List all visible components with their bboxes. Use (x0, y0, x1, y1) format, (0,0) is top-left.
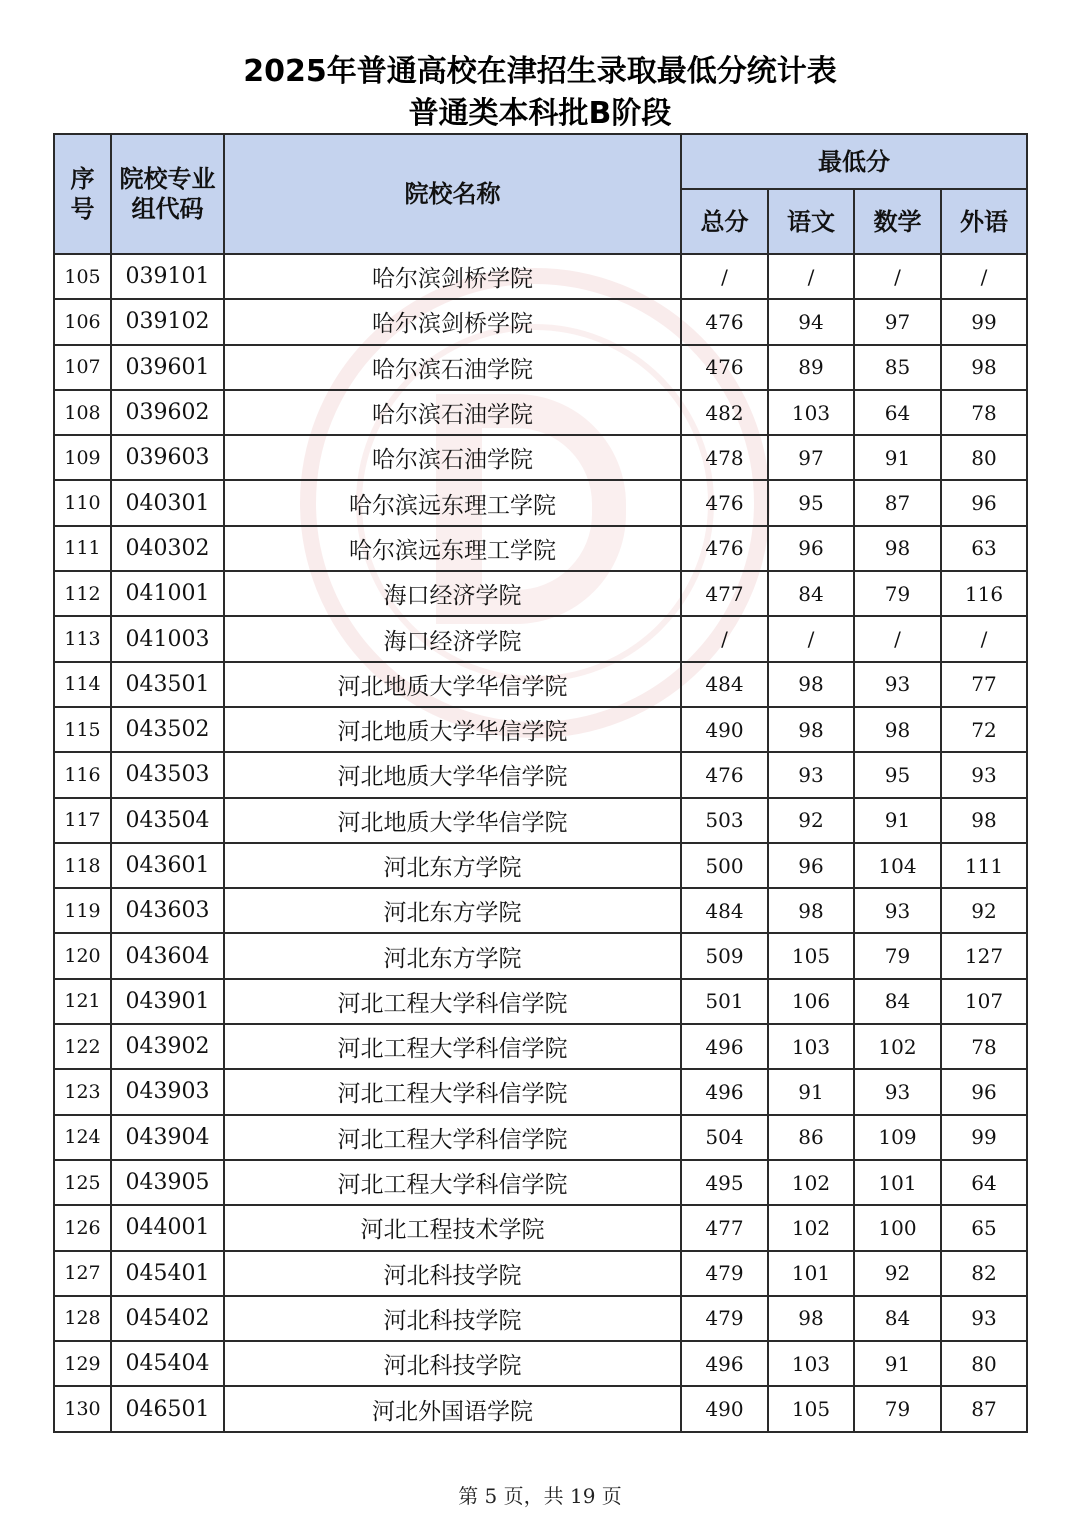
cell-chinese: 103 (768, 390, 854, 435)
cell-name: 河北科技学院 (224, 1296, 681, 1341)
cell-foreign: 63 (941, 526, 1027, 571)
cell-foreign: 99 (941, 299, 1027, 344)
cell-seq: 105 (54, 254, 111, 299)
cell-chinese: / (768, 254, 854, 299)
cell-code: 043604 (111, 933, 224, 978)
cell-total: 477 (681, 571, 768, 616)
cell-chinese: 98 (768, 888, 854, 933)
cell-code: 039602 (111, 390, 224, 435)
cell-code: 043601 (111, 843, 224, 888)
cell-code: 043502 (111, 707, 224, 752)
cell-foreign: 93 (941, 752, 1027, 797)
cell-seq: 125 (54, 1160, 111, 1205)
cell-name: 河北地质大学华信学院 (224, 707, 681, 752)
table-row (54, 843, 1027, 888)
cell-math: 84 (854, 979, 941, 1024)
table-row (54, 480, 1027, 525)
table-row (54, 707, 1027, 752)
cell-seq: 118 (54, 843, 111, 888)
page-footer: 第 5 页，共 19 页 (458, 1484, 622, 1508)
cell-chinese: 96 (768, 843, 854, 888)
cell-code: 043903 (111, 1069, 224, 1114)
cell-name: 河北东方学院 (224, 888, 681, 933)
cell-code: 039603 (111, 435, 224, 480)
cell-foreign: 80 (941, 1341, 1027, 1386)
cell-name: 河北工程大学科信学院 (224, 1024, 681, 1069)
cell-math: 64 (854, 390, 941, 435)
cell-total: 476 (681, 299, 768, 344)
cell-code: 040301 (111, 480, 224, 525)
cell-name: 河北地质大学华信学院 (224, 798, 681, 843)
cell-name: 海口经济学院 (224, 616, 681, 661)
table-row (54, 1069, 1027, 1114)
cell-seq: 121 (54, 979, 111, 1024)
cell-total: 477 (681, 1205, 768, 1250)
table-row (54, 435, 1027, 480)
cell-chinese: 91 (768, 1069, 854, 1114)
cell-total: 500 (681, 843, 768, 888)
cell-chinese: 101 (768, 1251, 854, 1296)
cell-total: / (681, 254, 768, 299)
cell-seq: 127 (54, 1251, 111, 1296)
cell-math: 92 (854, 1251, 941, 1296)
cell-name: 河北地质大学华信学院 (224, 752, 681, 797)
cell-total: 476 (681, 345, 768, 390)
cell-seq: 123 (54, 1069, 111, 1114)
cell-foreign: 98 (941, 345, 1027, 390)
cell-name: 河北地质大学华信学院 (224, 662, 681, 707)
cell-chinese: 96 (768, 526, 854, 571)
table-row (54, 299, 1027, 344)
cell-seq: 110 (54, 480, 111, 525)
cell-name: 河北工程技术学院 (224, 1205, 681, 1250)
cell-math: 91 (854, 798, 941, 843)
cell-name: 哈尔滨石油学院 (224, 345, 681, 390)
cell-code: 045401 (111, 1251, 224, 1296)
cell-name: 哈尔滨石油学院 (224, 435, 681, 480)
header-code: 院校专业组代码 (111, 134, 224, 254)
cell-total: 479 (681, 1251, 768, 1296)
cell-foreign: 80 (941, 435, 1027, 480)
cell-foreign: 98 (941, 798, 1027, 843)
table-row (54, 888, 1027, 933)
cell-seq: 117 (54, 798, 111, 843)
cell-foreign: 96 (941, 480, 1027, 525)
table-row (54, 1296, 1027, 1341)
header-total: 总分 (681, 189, 768, 254)
cell-code: 039601 (111, 345, 224, 390)
cell-foreign: 87 (941, 1386, 1027, 1431)
cell-name: 河北工程大学科信学院 (224, 1160, 681, 1205)
cell-math: 109 (854, 1115, 941, 1160)
cell-code: 039101 (111, 254, 224, 299)
cell-math: 79 (854, 933, 941, 978)
table-row (54, 571, 1027, 616)
cell-math: 95 (854, 752, 941, 797)
header-chinese: 语文 (768, 189, 854, 254)
cell-code: 045404 (111, 1341, 224, 1386)
cell-chinese: 98 (768, 707, 854, 752)
cell-foreign: 99 (941, 1115, 1027, 1160)
cell-total: 476 (681, 480, 768, 525)
cell-chinese: / (768, 616, 854, 661)
cell-math: 79 (854, 1386, 941, 1431)
cell-seq: 119 (54, 888, 111, 933)
cell-code: 043504 (111, 798, 224, 843)
page-title: 2025年普通高校在津招生录取最低分统计表 (243, 54, 837, 89)
cell-math: 104 (854, 843, 941, 888)
cell-math: 97 (854, 299, 941, 344)
cell-chinese: 98 (768, 662, 854, 707)
cell-code: 043501 (111, 662, 224, 707)
cell-seq: 112 (54, 571, 111, 616)
table-row (54, 390, 1027, 435)
cell-total: 504 (681, 1115, 768, 1160)
cell-math: 84 (854, 1296, 941, 1341)
cell-code: 046501 (111, 1386, 224, 1431)
cell-math: 91 (854, 435, 941, 480)
cell-code: 043603 (111, 888, 224, 933)
cell-code: 043904 (111, 1115, 224, 1160)
cell-total: 496 (681, 1341, 768, 1386)
cell-seq: 108 (54, 390, 111, 435)
cell-foreign: 111 (941, 843, 1027, 888)
cell-total: 490 (681, 1386, 768, 1431)
cell-foreign: 127 (941, 933, 1027, 978)
table-row (54, 1160, 1027, 1205)
cell-foreign: 65 (941, 1205, 1027, 1250)
cell-total: 495 (681, 1160, 768, 1205)
cell-name: 河北工程大学科信学院 (224, 979, 681, 1024)
cell-foreign: 93 (941, 1296, 1027, 1341)
header-math: 数学 (854, 189, 941, 254)
cell-seq: 120 (54, 933, 111, 978)
cell-seq: 111 (54, 526, 111, 571)
table-row (54, 1341, 1027, 1386)
cell-chinese: 103 (768, 1341, 854, 1386)
table-row (54, 1386, 1027, 1431)
table-row (54, 752, 1027, 797)
cell-total: 503 (681, 798, 768, 843)
cell-chinese: 89 (768, 345, 854, 390)
cell-seq: 124 (54, 1115, 111, 1160)
cell-name: 海口经济学院 (224, 571, 681, 616)
cell-total: 476 (681, 752, 768, 797)
cell-name: 河北外国语学院 (224, 1386, 681, 1431)
cell-code: 043503 (111, 752, 224, 797)
cell-seq: 130 (54, 1386, 111, 1431)
cell-seq: 122 (54, 1024, 111, 1069)
cell-seq: 126 (54, 1205, 111, 1250)
cell-seq: 115 (54, 707, 111, 752)
cell-foreign: 96 (941, 1069, 1027, 1114)
cell-code: 043901 (111, 979, 224, 1024)
cell-seq: 113 (54, 616, 111, 661)
header-name: 院校名称 (224, 134, 681, 254)
cell-foreign: 78 (941, 1024, 1027, 1069)
cell-total: 484 (681, 662, 768, 707)
table-row (54, 933, 1027, 978)
cell-math: 87 (854, 480, 941, 525)
cell-code: 043902 (111, 1024, 224, 1069)
cell-chinese: 98 (768, 1296, 854, 1341)
cell-name: 哈尔滨剑桥学院 (224, 254, 681, 299)
cell-code: 040302 (111, 526, 224, 571)
cell-math: 93 (854, 1069, 941, 1114)
cell-math: 100 (854, 1205, 941, 1250)
cell-math: / (854, 254, 941, 299)
table-row (54, 526, 1027, 571)
cell-chinese: 97 (768, 435, 854, 480)
cell-foreign: 64 (941, 1160, 1027, 1205)
cell-chinese: 102 (768, 1160, 854, 1205)
table-row (54, 1251, 1027, 1296)
cell-math: 93 (854, 888, 941, 933)
cell-total: / (681, 616, 768, 661)
cell-code: 044001 (111, 1205, 224, 1250)
cell-seq: 129 (54, 1341, 111, 1386)
cell-name: 河北科技学院 (224, 1341, 681, 1386)
cell-total: 482 (681, 390, 768, 435)
cell-chinese: 102 (768, 1205, 854, 1250)
table-body (54, 254, 1027, 1432)
cell-total: 479 (681, 1296, 768, 1341)
cell-math: 98 (854, 526, 941, 571)
cell-seq: 114 (54, 662, 111, 707)
cell-chinese: 94 (768, 299, 854, 344)
cell-code: 041001 (111, 571, 224, 616)
table-row (54, 254, 1027, 299)
cell-chinese: 105 (768, 933, 854, 978)
cell-total: 484 (681, 888, 768, 933)
cell-name: 河北工程大学科信学院 (224, 1069, 681, 1114)
cell-math: 93 (854, 662, 941, 707)
table-row (54, 1115, 1027, 1160)
cell-foreign: 77 (941, 662, 1027, 707)
cell-seq: 128 (54, 1296, 111, 1341)
cell-chinese: 92 (768, 798, 854, 843)
cell-seq: 106 (54, 299, 111, 344)
cell-code: 045402 (111, 1296, 224, 1341)
cell-name: 哈尔滨远东理工学院 (224, 480, 681, 525)
cell-name: 河北工程大学科信学院 (224, 1115, 681, 1160)
score-table (53, 133, 1028, 1433)
cell-math: 102 (854, 1024, 941, 1069)
cell-foreign: 116 (941, 571, 1027, 616)
cell-chinese: 105 (768, 1386, 854, 1431)
cell-math: / (854, 616, 941, 661)
cell-math: 98 (854, 707, 941, 752)
table-row (54, 979, 1027, 1024)
table-row (54, 345, 1027, 390)
cell-total: 509 (681, 933, 768, 978)
cell-name: 河北科技学院 (224, 1251, 681, 1296)
cell-total: 478 (681, 435, 768, 480)
table-row (54, 662, 1027, 707)
cell-total: 501 (681, 979, 768, 1024)
cell-chinese: 93 (768, 752, 854, 797)
cell-math: 91 (854, 1341, 941, 1386)
cell-foreign: 82 (941, 1251, 1027, 1296)
cell-name: 河北东方学院 (224, 843, 681, 888)
cell-foreign: / (941, 254, 1027, 299)
cell-math: 79 (854, 571, 941, 616)
table-header (54, 134, 1027, 254)
cell-foreign: 78 (941, 390, 1027, 435)
cell-total: 496 (681, 1024, 768, 1069)
cell-chinese: 84 (768, 571, 854, 616)
page-subtitle: 普通类本科批B阶段 (408, 96, 672, 131)
cell-math: 101 (854, 1160, 941, 1205)
header-seq: 序号 (54, 134, 111, 254)
cell-code: 043905 (111, 1160, 224, 1205)
cell-total: 476 (681, 526, 768, 571)
table-row (54, 1024, 1027, 1069)
cell-foreign: 92 (941, 888, 1027, 933)
cell-code: 041003 (111, 616, 224, 661)
header-foreign: 外语 (941, 189, 1027, 254)
cell-chinese: 106 (768, 979, 854, 1024)
cell-seq: 109 (54, 435, 111, 480)
table-row (54, 616, 1027, 661)
cell-foreign: / (941, 616, 1027, 661)
table-row (54, 1205, 1027, 1250)
cell-foreign: 72 (941, 707, 1027, 752)
cell-name: 哈尔滨剑桥学院 (224, 299, 681, 344)
cell-name: 哈尔滨远东理工学院 (224, 526, 681, 571)
cell-chinese: 103 (768, 1024, 854, 1069)
header-min-score: 最低分 (681, 134, 1027, 189)
cell-foreign: 107 (941, 979, 1027, 1024)
cell-seq: 116 (54, 752, 111, 797)
cell-total: 496 (681, 1069, 768, 1114)
cell-name: 哈尔滨石油学院 (224, 390, 681, 435)
cell-name: 河北东方学院 (224, 933, 681, 978)
table-row (54, 798, 1027, 843)
cell-code: 039102 (111, 299, 224, 344)
cell-chinese: 95 (768, 480, 854, 525)
cell-seq: 107 (54, 345, 111, 390)
cell-math: 85 (854, 345, 941, 390)
cell-chinese: 86 (768, 1115, 854, 1160)
cell-total: 490 (681, 707, 768, 752)
